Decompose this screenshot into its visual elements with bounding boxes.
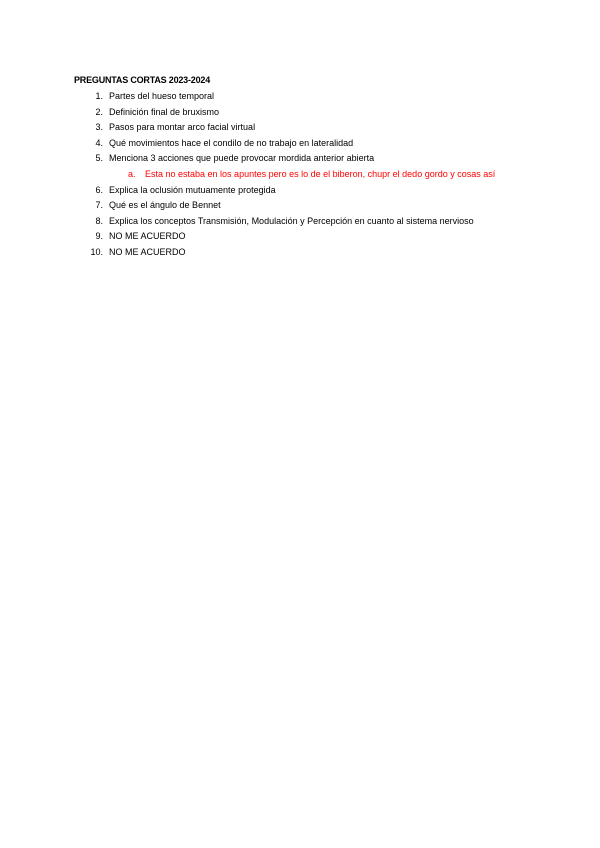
item-text: Partes del hueso temporal bbox=[109, 91, 215, 101]
item-text: NO ME ACUERDO bbox=[109, 231, 186, 242]
list-item bbox=[74, 183, 534, 199]
list-item bbox=[74, 89, 534, 105]
item-text: Pasos para montar arco facial virtual bbox=[109, 122, 256, 133]
list-item bbox=[74, 105, 534, 121]
sub-item-text: Esta no estaba en los apuntes pero es lo de el biberon, chupr el dedo gordo y cosas así bbox=[145, 168, 496, 179]
item-number: 4. bbox=[95, 137, 103, 148]
item-number: 1. bbox=[95, 91, 103, 101]
sub-item-letter: a. bbox=[128, 168, 136, 179]
list-item bbox=[74, 136, 534, 152]
list-item bbox=[74, 198, 534, 214]
item-number: 3. bbox=[95, 122, 103, 133]
list-item bbox=[74, 120, 534, 136]
item-text: Qué es el ángulo de Bennet bbox=[109, 200, 221, 211]
item-text: NO ME ACUERDO bbox=[109, 246, 186, 257]
item-number: 8. bbox=[95, 215, 103, 226]
item-number: 5. bbox=[95, 153, 103, 164]
item-text: Menciona 3 acciones que puede provocar mordida anterior abierta bbox=[109, 153, 375, 164]
list-item bbox=[74, 229, 534, 245]
item-number: 6. bbox=[95, 184, 103, 195]
questions-list bbox=[74, 89, 534, 261]
item-number: 9. bbox=[95, 231, 103, 242]
item-number: 7. bbox=[95, 200, 103, 211]
item-number: 2. bbox=[95, 106, 103, 117]
list-item bbox=[74, 245, 534, 261]
item-text: Explica los conceptos Transmisión, Modulación y Percepción en cuanto al sistema nervioso bbox=[109, 215, 474, 226]
item-text: Explica la oclusión mutuamente protegida bbox=[109, 184, 276, 195]
item-text: Qué movimientos hace el condilo de no trabajo en lateralidad bbox=[109, 137, 354, 148]
item-text: Definición final de bruxismo bbox=[109, 106, 220, 117]
sub-list-item-note bbox=[74, 167, 520, 183]
list-item bbox=[74, 214, 534, 230]
list-item bbox=[74, 151, 534, 167]
item-number: 10. bbox=[90, 246, 103, 257]
document-title: PREGUNTAS CORTAS 2023-2024 bbox=[74, 75, 211, 85]
